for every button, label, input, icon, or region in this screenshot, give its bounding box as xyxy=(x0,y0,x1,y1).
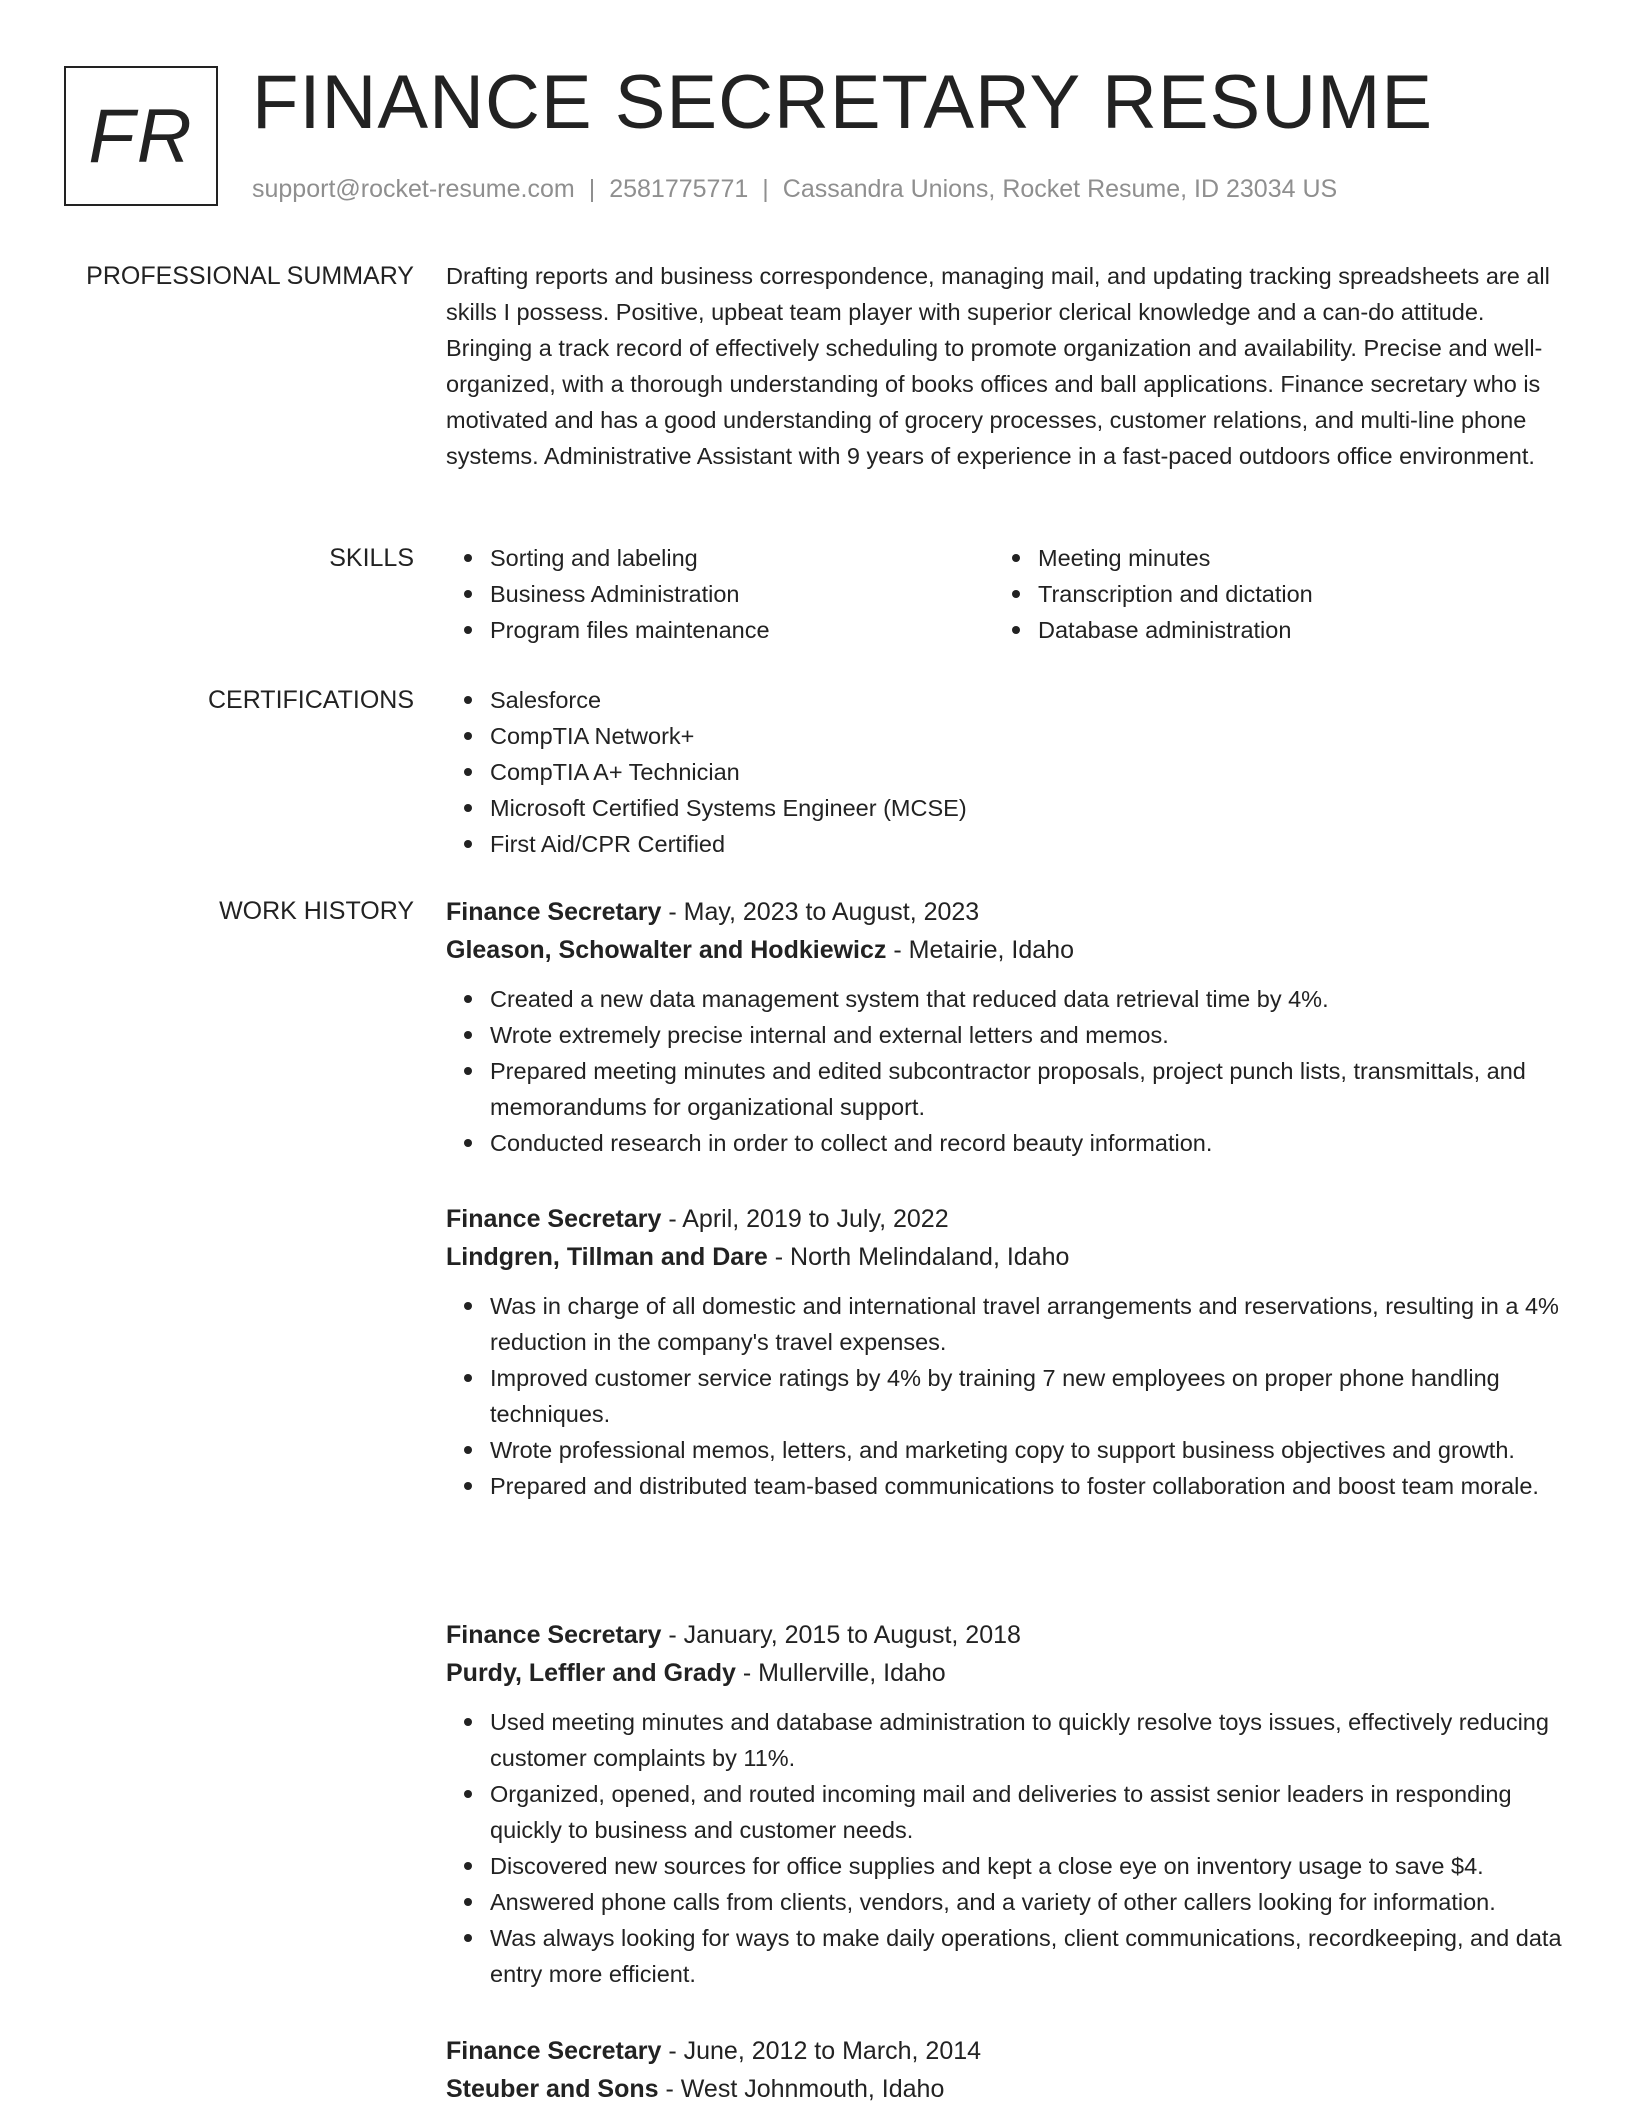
skill-item: Meeting minutes xyxy=(1038,540,1542,576)
job-bullet: Prepared meeting minutes and edited subcontractor proposals, project punch lists, transmittals, and memorandums for organizational support. xyxy=(490,1053,1564,1125)
job-location: Metairie, Idaho xyxy=(908,936,1074,964)
certification-item: Salesforce xyxy=(490,682,1564,718)
resume-title: FINANCE SECRETARY RESUME xyxy=(252,60,1434,145)
contact-separator: | xyxy=(762,175,769,203)
section-label-certifications: CERTIFICATIONS xyxy=(207,686,414,714)
job-company-line xyxy=(446,931,1564,969)
job-dash: - xyxy=(767,1243,791,1271)
certifications-list xyxy=(446,682,1564,862)
skill-item: Program files maintenance xyxy=(490,612,994,648)
skill-item: Transcription and dictation xyxy=(1038,576,1542,612)
job-title: Finance Secretary xyxy=(446,1205,662,1233)
summary-body xyxy=(446,258,1564,474)
contact-address: Cassandra Unions, Rocket Resume, ID 23034 US xyxy=(782,175,1338,203)
job-bullet: Answered phone calls from clients, vendors, and a variety of other callers looking for information. xyxy=(490,1884,1564,1920)
job-bullet: Wrote professional memos, letters, and marketing copy to support business objectives and growth. xyxy=(490,1432,1564,1468)
job-dates: January, 2015 to August, 2018 xyxy=(683,1621,1021,1649)
job-bullet: Was always looking for ways to make daily operations, client communications, recordkeeping, and data entry more efficient. xyxy=(490,1920,1564,1992)
job-dash: - xyxy=(661,898,684,926)
monogram-badge: FR xyxy=(64,66,218,206)
job-company: Purdy, Leffler and Grady xyxy=(446,1659,736,1687)
job-dates: June, 2012 to March, 2014 xyxy=(683,2037,982,2065)
job-bullets xyxy=(446,981,1564,1161)
job-bullet: Used meeting minutes and database administration to quickly resolve toys issues, effectively reducing customer complaints by 11%. xyxy=(490,1704,1564,1776)
skills-list-right xyxy=(994,540,1542,648)
job-dash: - xyxy=(661,1621,684,1649)
job-bullet: Created a new data management system that reduced data retrieval time by 4%. xyxy=(490,981,1564,1017)
job-entry xyxy=(0,2032,1632,2108)
job-title-line xyxy=(446,1200,1564,1238)
job-company-line xyxy=(446,2070,1564,2108)
job-title-line xyxy=(446,2032,1564,2070)
certifications-body xyxy=(446,682,1564,862)
section-label-work-history: WORK HISTORY xyxy=(219,897,414,925)
job-bullet: Prepared and distributed team-based communications to foster collaboration and boost team morale. xyxy=(490,1468,1564,1504)
job-location: Mullerville, Idaho xyxy=(758,1659,946,1687)
certification-item: CompTIA Network+ xyxy=(490,718,1564,754)
job-entry xyxy=(0,1200,1632,1504)
job-dates: April, 2019 to July, 2022 xyxy=(682,1205,949,1233)
skill-item: Database administration xyxy=(1038,612,1542,648)
job-title: Finance Secretary xyxy=(446,898,662,926)
contact-email: support@rocket-resume.com xyxy=(252,175,575,203)
contact-line xyxy=(252,172,1337,206)
job-title: Finance Secretary xyxy=(446,2037,662,2065)
job-entry xyxy=(0,1616,1632,1992)
job-company: Lindgren, Tillman and Dare xyxy=(446,1243,768,1271)
job-bullet: Wrote extremely precise internal and external letters and memos. xyxy=(490,1017,1564,1053)
job-dash: - xyxy=(658,2075,681,2103)
job-bullets xyxy=(446,1704,1564,1992)
job-title-line xyxy=(446,893,1564,931)
job-bullet: Discovered new sources for office supplies and kept a close eye on inventory usage to save $4. xyxy=(490,1848,1564,1884)
job-bullet: Improved customer service ratings by 4% by training 7 new employees on proper phone handling techniques. xyxy=(490,1360,1564,1432)
certification-item: First Aid/CPR Certified xyxy=(490,826,1564,862)
section-label-skills: SKILLS xyxy=(329,544,414,572)
job-dates: May, 2023 to August, 2023 xyxy=(683,898,980,926)
job-title: Finance Secretary xyxy=(446,1621,662,1649)
skills-body xyxy=(446,540,1564,648)
certification-item: Microsoft Certified Systems Engineer (MCSE) xyxy=(490,790,1564,826)
job-dash: - xyxy=(735,1659,759,1687)
skill-item: Sorting and labeling xyxy=(490,540,994,576)
job-dash: - xyxy=(661,2037,684,2065)
section-label-summary: PROFESSIONAL SUMMARY xyxy=(86,262,414,290)
job-location: North Melindaland, Idaho xyxy=(790,1243,1070,1271)
job-bullet: Organized, opened, and routed incoming mail and deliveries to assist senior leaders in responding quickly to business and customer needs. xyxy=(490,1776,1564,1848)
job-dash: - xyxy=(886,936,909,964)
job-company-line xyxy=(446,1654,1564,1692)
job-company: Gleason, Schowalter and Hodkiewicz xyxy=(446,936,887,964)
job-bullet: Conducted research in order to collect and record beauty information. xyxy=(490,1125,1564,1161)
job-entry xyxy=(0,893,1632,1161)
job-company-line xyxy=(446,1238,1564,1276)
certification-item: CompTIA A+ Technician xyxy=(490,754,1564,790)
job-location: West Johnmouth, Idaho xyxy=(680,2075,945,2103)
job-title-line xyxy=(446,1616,1564,1654)
contact-separator: | xyxy=(588,175,596,203)
contact-phone: 2581775771 xyxy=(609,175,749,203)
job-bullet: Was in charge of all domestic and international travel arrangements and reservations, resulting in a 4% reduction in the company's travel expenses. xyxy=(490,1288,1564,1360)
job-bullets xyxy=(446,1288,1564,1504)
skills-list-left xyxy=(446,540,994,648)
skill-item: Business Administration xyxy=(490,576,994,612)
summary-text: Drafting reports and business correspondence, managing mail, and updating tracking spreadsheets are all skills I possess. Positive, upbeat team player with superior clerical knowledge and a can-do attitude. Bringing a track record of effectively scheduling to promote organization and availability. Precise and well-organized, with a thorough understanding of books offices and ball applications. Finance secretary who is motivated and has a good understanding of grocery processes, customer relations, and multi-line phone systems. Administrative Assistant with 9 years of experience in a fast-paced outdoors office environment. xyxy=(446,263,1550,469)
job-dash: - xyxy=(661,1205,683,1233)
job-company: Steuber and Sons xyxy=(446,2075,659,2103)
